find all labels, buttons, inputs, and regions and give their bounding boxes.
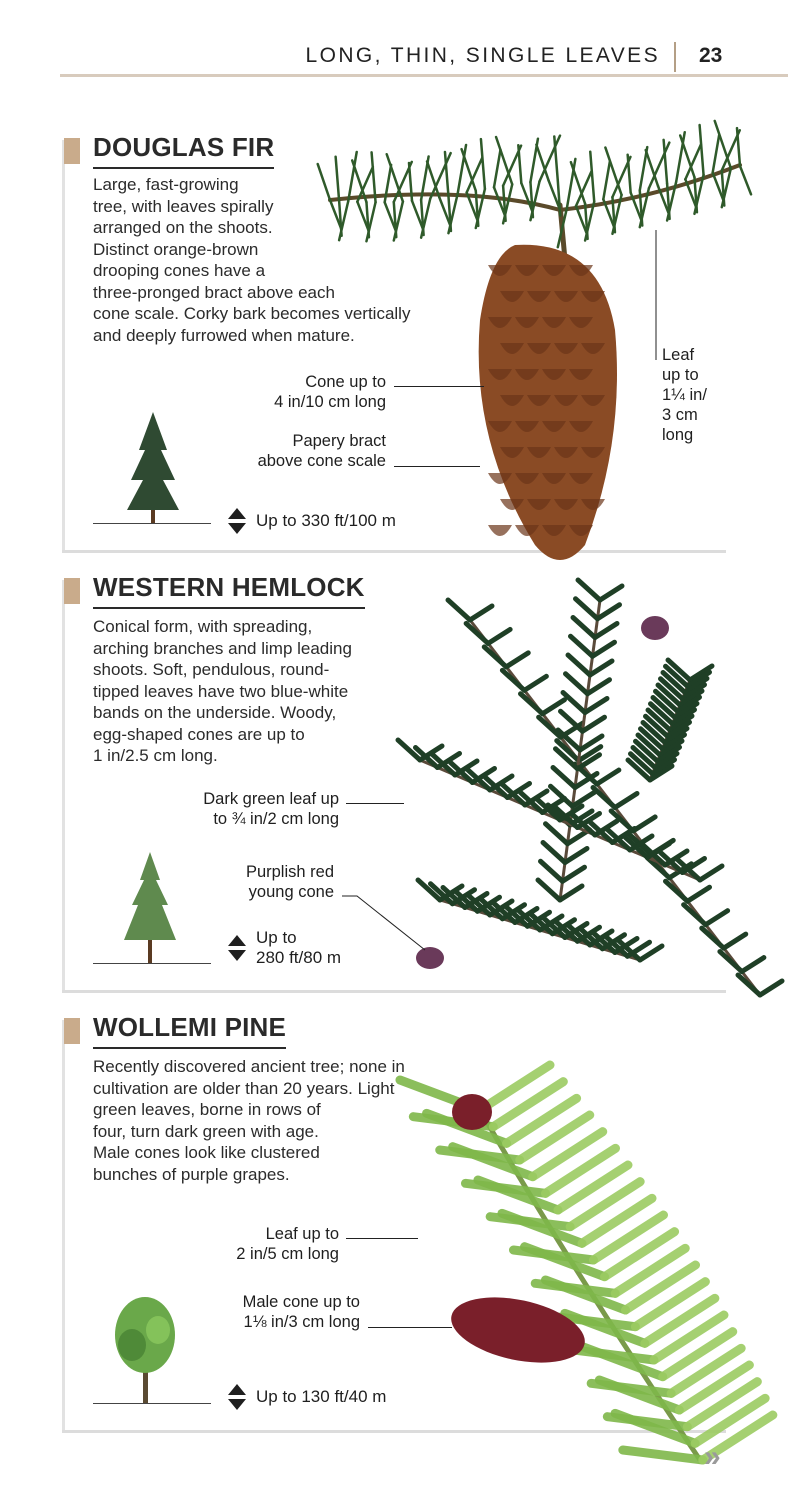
leaf-size-label: Dark green leaf up to ¾ in/2 cm long [203,790,339,828]
up-down-arrow-icon [228,1384,246,1410]
tree-height: Up to 330 ft/100 m [228,508,396,534]
ground-line [93,1403,211,1404]
cone-size-label: Male cone up to 1⅛ in/3 cm long [242,1293,360,1331]
species-title: WOLLEMI PINE [93,1012,286,1049]
species-description: Conical form, with spreading, arching branches and limp leading shoots. Soft, pendulous, round- tipped leaves have two blue-white bands on the underside. Woody, egg-shaped cones are up to 1 in/2.5 cm long. [93,617,352,765]
species-description: Large, fast-growing tree, with leaves spirally arranged on the shoots. Distinct orange-brown drooping cones have a three-pronged bract above each cone scale. Corky bark becomes vertically and deeply furrowed when mature. [93,175,411,345]
species-title: WESTERN HEMLOCK [93,572,365,609]
tree-silhouette-icon [110,1290,180,1405]
bract-label: Papery bract above cone scale [257,432,386,470]
leaf-size-label: Leaf up to 1¼ in/ 3 cm long [662,346,707,444]
tree-height: Up to 130 ft/40 m [228,1384,386,1410]
species-description: Recently discovered ancient tree; none in cultivation are older than 20 years. Light green leaves, borne in rows of four, turn dark green with age. Male cones look like clustered bunches of purple grapes. [93,1057,405,1184]
leader-line [368,1327,452,1328]
double-chevron-right-icon[interactable]: » [704,1440,721,1473]
cone-label: Purplish red young cone [245,863,334,901]
page-number: 23 [699,44,723,67]
species-title: DOUGLAS FIR [93,132,274,169]
section-title: LONG, THIN, SINGLE LEAVES [305,44,660,67]
tree-height: Up to 280 ft/80 m [228,928,341,968]
cone-size-label: Cone up to 4 in/10 cm long [274,373,386,411]
leader-line [346,1238,418,1239]
leaf-size-label: Leaf up to 2 in/5 cm long [236,1225,339,1263]
